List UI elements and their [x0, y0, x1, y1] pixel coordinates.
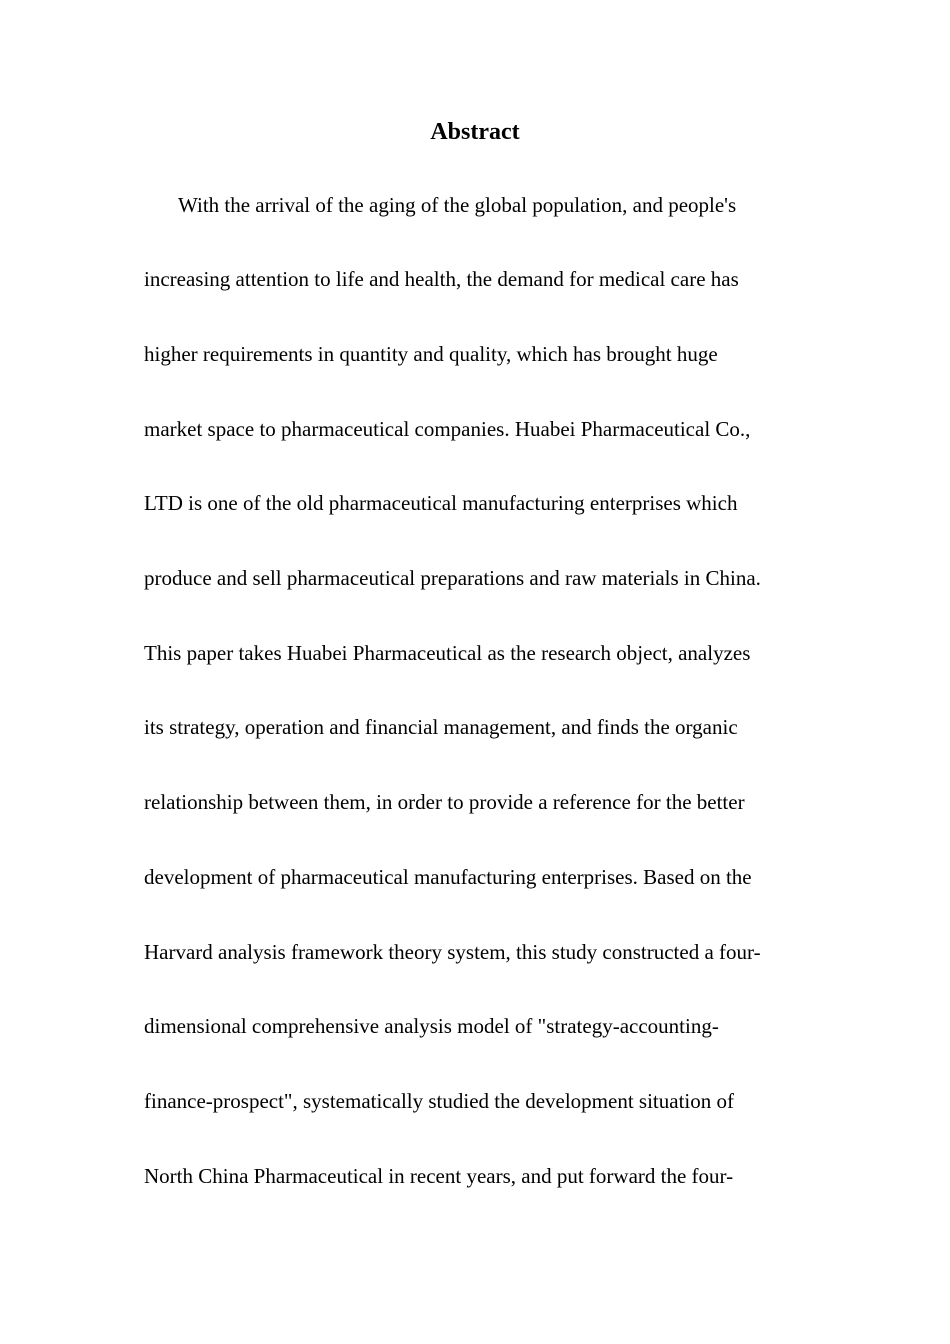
abstract-line: dimensional comprehensive analysis model of "strategy-accounting- [144, 1014, 719, 1038]
abstract-line: relationship between them, in order to provide a reference for the better [144, 790, 745, 814]
abstract-line: its strategy, operation and financial management, and finds the organic [144, 715, 738, 739]
abstract-line: increasing attention to life and health, the demand for medical care has [144, 267, 739, 291]
abstract-line: produce and sell pharmaceutical preparations and raw materials in China. [144, 566, 761, 590]
abstract-line: finance-prospect", systematically studied the development situation of [144, 1089, 734, 1113]
abstract-line: development of pharmaceutical manufacturing enterprises. Based on the [144, 865, 752, 889]
abstract-line: LTD is one of the old pharmaceutical manufacturing enterprises which [144, 491, 738, 515]
abstract-line: North China Pharmaceutical in recent years, and put forward the four- [144, 1164, 734, 1188]
abstract-line: With the arrival of the aging of the global population, and people's [178, 193, 737, 217]
abstract-line: market space to pharmaceutical companies. Huabei Pharmaceutical Co., [144, 417, 751, 441]
abstract-line: higher requirements in quantity and quality, which has brought huge [144, 342, 718, 366]
abstract-line: This paper takes Huabei Pharmaceutical as the research object, analyzes [144, 641, 751, 665]
abstract-line: Harvard analysis framework theory system, this study constructed a four- [144, 940, 761, 964]
abstract-title: Abstract [430, 119, 520, 145]
